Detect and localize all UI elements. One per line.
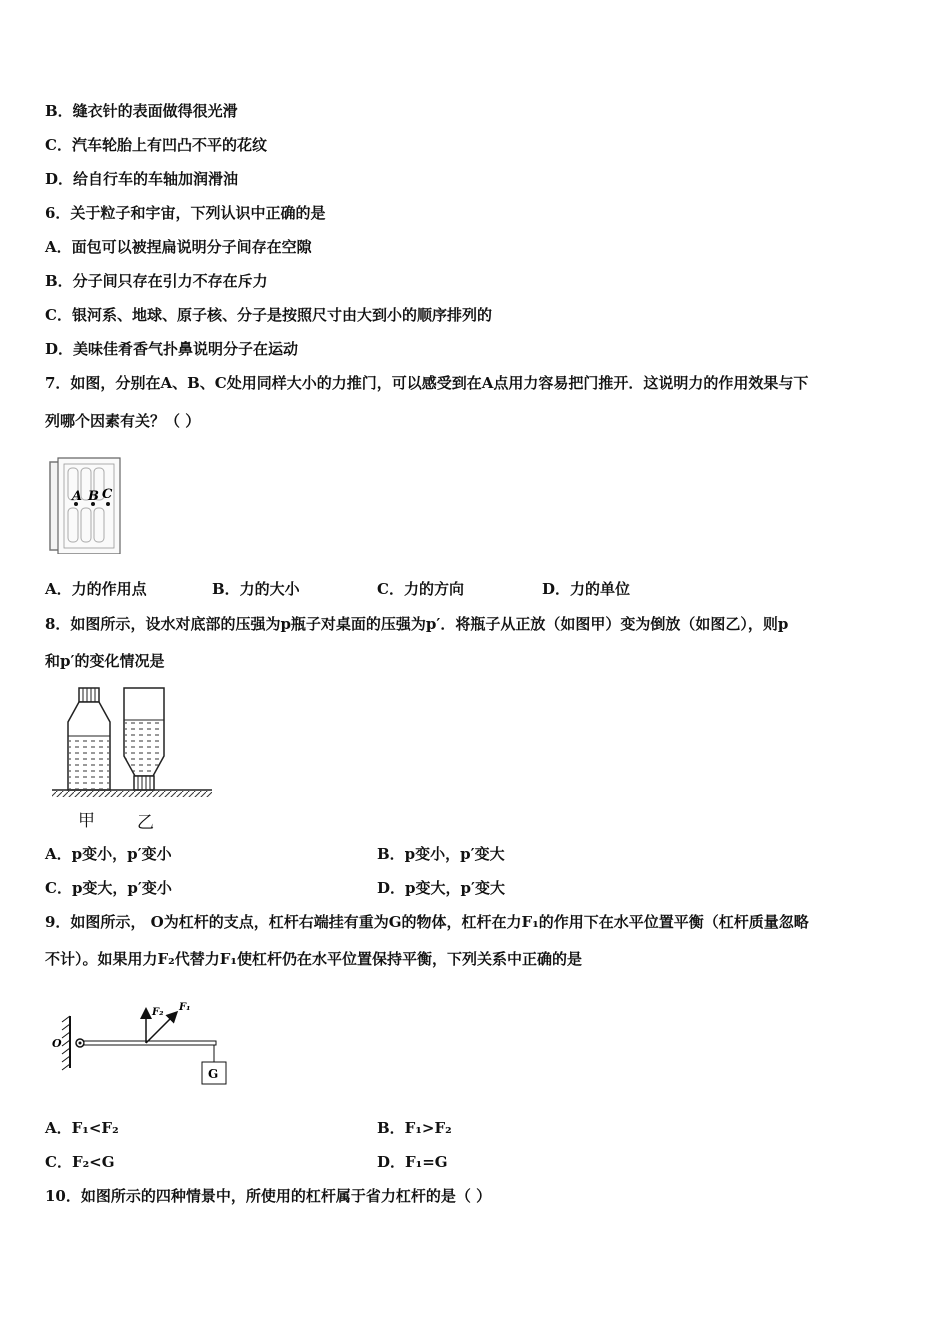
q8-option-c: C．p变大，p′变小 [45,879,172,897]
q9-option-b: B．F₁>F₂ [377,1119,452,1137]
q6-option-a: A．面包可以被捏扁说明分子间存在空隙 [45,238,312,256]
q9-option-c: C．F₂<G [45,1153,115,1171]
label-f1: F₁ [179,1002,191,1013]
q10-stem: 10．如图所示的四种情景中，所使用的杠杆属于省力杠杆的是（ ） [45,1187,492,1205]
q9-option-d: D．F₁=G [377,1153,448,1171]
label-o: O [52,1037,62,1050]
label-b: B [88,489,99,504]
q7-option-a: A．力的作用点 [45,580,147,598]
q8-stem-line2: 和p′的变化情况是 [45,652,165,670]
q6-stem: 6．关于粒子和宇宙，下列认识中正确的是 [45,204,326,222]
q5-option-c: C．汽车轮胎上有凹凸不平的花纹 [45,136,267,154]
q8-option-b: B．p变小，p′变大 [377,845,505,863]
q7-option-d: D．力的单位 [542,580,631,598]
q6-option-d: D．美味佳肴香气扑鼻说明分子在运动 [45,340,299,358]
q8-option-d: D．p变大，p′变大 [377,879,505,897]
label-c: C [102,487,113,502]
label-yi: 乙 [137,813,154,833]
q6-option-b: B．分子间只存在引力不存在斥力 [45,272,268,290]
door-figure [48,456,124,554]
q7-option-c: C．力的方向 [377,580,464,598]
point-c [106,502,110,506]
q9-option-a: A．F₁<F₂ [45,1119,119,1137]
q5-option-d: D．给自行车的车轴加润滑油 [45,170,239,188]
lever-figure [48,996,238,1092]
q7-stem-line2: 列哪个因素有关？（ ） [45,412,201,430]
q9-stem-line2: 不计）。如果用力F₂代替力F₁使杠杆仍在水平位置保持平衡，下列关系中正确的是 [45,950,582,968]
label-g: G [208,1067,219,1081]
q8-stem-line1: 8．如图所示，设水对底部的压强为p瓶子对桌面的压强为p′．将瓶子从正放（如图甲）变为倒放（如图乙），则p [45,615,789,633]
label-f2: F₂ [152,1007,164,1018]
q9-stem-line1: 9．如图所示， O为杠杆的支点，杠杆右端挂有重为G的物体，杠杆在力F₁的作用下在水平位置平衡（杠杆质量忽略 [45,913,809,931]
q7-option-b: B．力的大小 [212,580,300,598]
q6-option-c: C．银河系、地球、原子核、分子是按照尺寸由大到小的顺序排列的 [45,306,492,324]
q8-option-a: A．p变小，p′变小 [45,845,172,863]
q5-option-b: B．缝衣针的表面做得很光滑 [45,102,238,120]
label-a: A [72,489,83,504]
q7-stem-line1: 7．如图，分别在A、B、C处用同样大小的力推门，可以感受到在A点用力容易把门推开．这说明力的作用效果与下 [45,374,809,392]
bottle-figure [50,684,215,834]
label-jia: 甲 [78,811,95,831]
